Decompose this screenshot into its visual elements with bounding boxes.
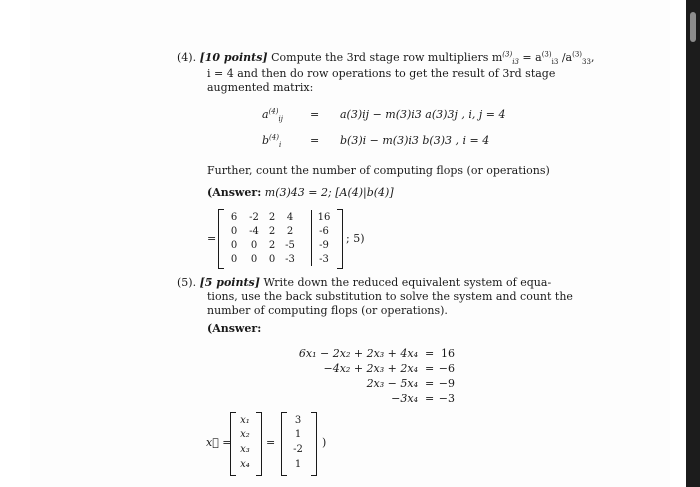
system-row-rhs: −9: [438, 377, 455, 390]
x-vector-entry: x₁: [240, 415, 250, 426]
matrix-cell: 0: [230, 240, 238, 251]
system-row-equals: =: [425, 362, 435, 375]
system-row-rhs: −6: [438, 362, 455, 375]
system-row-lhs: 6x₁ − 2x₂ + 2x₃ + 4x₄: [298, 347, 418, 360]
system-row-lhs: 2x₃ − 5x₄: [366, 377, 418, 390]
eq1-equals: =: [310, 108, 320, 121]
problem4-line3: augmented matrix:: [207, 81, 314, 94]
problem4-line2: i = 4 and then do row operations to get the result of 3rd stage: [207, 67, 556, 80]
matrix-cell: 2: [268, 226, 276, 237]
system-row-equals: =: [425, 377, 435, 390]
matrix-cell: 0: [250, 254, 258, 265]
matrix-cell: 16: [317, 212, 331, 223]
eq1-rhs: a(3)ij − m(3)i3 a(3)3j , i, j = 4: [340, 108, 506, 121]
matrix-cell: 2: [268, 240, 276, 251]
matrix-cell: -6: [319, 226, 329, 237]
scrollbar[interactable]: [686, 0, 700, 487]
document-page: [30, 0, 670, 487]
system-row-rhs: 16: [441, 347, 455, 360]
x-vector-entry: x₄: [240, 459, 250, 470]
problem5-line3: number of computing flops (or operations).: [207, 304, 448, 317]
matrix-tail: ; 5): [346, 232, 365, 245]
matrix-cell: 4: [286, 212, 294, 223]
solution-entry: 1: [294, 429, 302, 440]
problem4-answer: (Answer: m(3)43 = 2; [A(4)|b(4)]: [207, 186, 394, 199]
x-vector-label: x⃗ =: [206, 436, 232, 449]
system-row-lhs: −4x₂ + 2x₃ + 2x₄: [323, 362, 418, 375]
matrix-cell: 0: [230, 226, 238, 237]
system-row-equals: =: [425, 392, 435, 405]
x-vector-entry: x₂: [240, 429, 250, 440]
xvec-right-bracket: [256, 412, 262, 476]
eq2-equals: =: [310, 134, 320, 147]
solution-entry: -2: [293, 444, 303, 455]
matrix-cell: -3: [319, 254, 329, 265]
problem5-heading: (5). [5 points] Write down the reduced equivalent system of equa-: [177, 276, 552, 289]
matrix-cell: 0: [268, 254, 276, 265]
matrix-cell: -9: [319, 240, 329, 251]
system-row-rhs: −3: [438, 392, 455, 405]
system-row-equals: =: [425, 347, 435, 360]
solution-entry: 3: [294, 415, 302, 426]
further-text: Further, count the number of computing flops (or operations): [207, 164, 550, 177]
matrix-cell: 2: [268, 212, 276, 223]
solution-right-bracket: [311, 412, 317, 476]
x-vector-entry: x₃: [240, 444, 250, 455]
matrix-cell: 0: [250, 240, 258, 251]
matrix-cell: -4: [249, 226, 259, 237]
matrix-equals: =: [207, 232, 217, 245]
problem5-line2: tions, use the back substitution to solve the system and count the: [207, 290, 573, 303]
matrix-cell: 0: [230, 254, 238, 265]
matrix-right-bracket: [337, 209, 343, 269]
solution-left-bracket: [281, 412, 287, 476]
matrix-augment-line: [311, 210, 312, 266]
vector-equals: =: [266, 436, 276, 449]
problem5-answer-label: (Answer:: [207, 322, 262, 335]
eq2-lhs: $b^{(4)}_i$: [262, 133, 282, 150]
system-row-lhs: −3x₄: [391, 392, 418, 405]
xvec-left-bracket: [230, 412, 236, 476]
closing-paren: ): [322, 436, 327, 449]
matrix-cell: -5: [285, 240, 295, 251]
solution-entry: 1: [294, 459, 302, 470]
problem4-heading: (4). [10 points] Compute the 3rd stage row multipliers $m^{(3)}_{i3} = a^{(3)}_{i3}$ $/a^{(3)}_{33}$,: [177, 50, 595, 67]
eq2-rhs: b(3)i − m(3)i3 b(3)3 , i = 4: [340, 134, 490, 147]
scrollbar-thumb[interactable]: [690, 12, 696, 42]
matrix-cell: 2: [286, 226, 294, 237]
eq1-lhs: $a^{(4)}_{ij}$: [262, 107, 283, 124]
matrix-cell: -2: [249, 212, 259, 223]
matrix-cell: 6: [230, 212, 238, 223]
matrix-left-bracket: [218, 209, 224, 269]
matrix-cell: -3: [285, 254, 295, 265]
